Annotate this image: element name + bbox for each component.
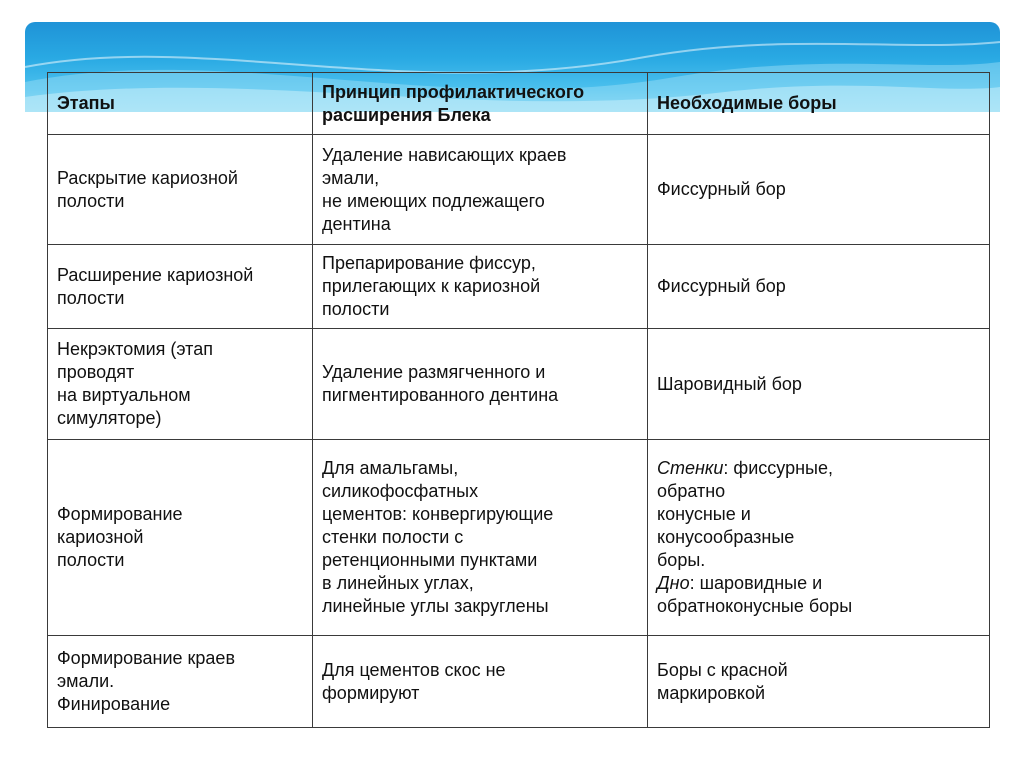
table-header-row <box>48 73 990 135</box>
header-burs: Необходимые боры <box>648 73 990 135</box>
burs-cell: Фиссурный бор <box>648 245 990 329</box>
table-row <box>48 440 990 636</box>
table-row <box>48 245 990 329</box>
principle-cell: Удаление нависающих краев эмали, не имеющих подлежащего дентина <box>313 135 648 245</box>
burs-cell: Стенки: фиссурные, обратно конусные и конусообразные боры. Дно: шаровидные и обратноконусные боры <box>648 440 990 636</box>
table-row <box>48 135 990 245</box>
walls-label: Стенки <box>657 458 724 478</box>
burs-cell: Фиссурный бор <box>648 135 990 245</box>
principle-cell: Удаление размягченного и пигментированного дентина <box>313 329 648 440</box>
burs-cell: Шаровидный бор <box>648 329 990 440</box>
bleck-expansion-table <box>47 72 990 728</box>
table-row <box>48 636 990 728</box>
stage-cell: Формирование кариозной полости <box>48 440 313 636</box>
table-row <box>48 329 990 440</box>
header-principle: Принцип профилактического расширения Блека <box>313 73 648 135</box>
principle-cell: Для цементов скос не формируют <box>313 636 648 728</box>
bottom-label: Дно <box>657 573 690 593</box>
header-stages: Этапы <box>48 73 313 135</box>
stage-cell: Расширение кариозной полости <box>48 245 313 329</box>
principle-cell: Для амальгамы, силикофосфатных цементов: конвергирующие стенки полости с ретенционными пунктами в линейных углах, линейные углы закруглены <box>313 440 648 636</box>
stage-cell: Формирование краев эмали. Финирование <box>48 636 313 728</box>
principle-cell: Препарирование фиссур, прилегающих к кариозной полости <box>313 245 648 329</box>
burs-cell: Боры с красной маркировкой <box>648 636 990 728</box>
stage-cell: Раскрытие кариозной полости <box>48 135 313 245</box>
stage-cell: Некрэктомия (этап проводят на виртуальном симуляторе) <box>48 329 313 440</box>
